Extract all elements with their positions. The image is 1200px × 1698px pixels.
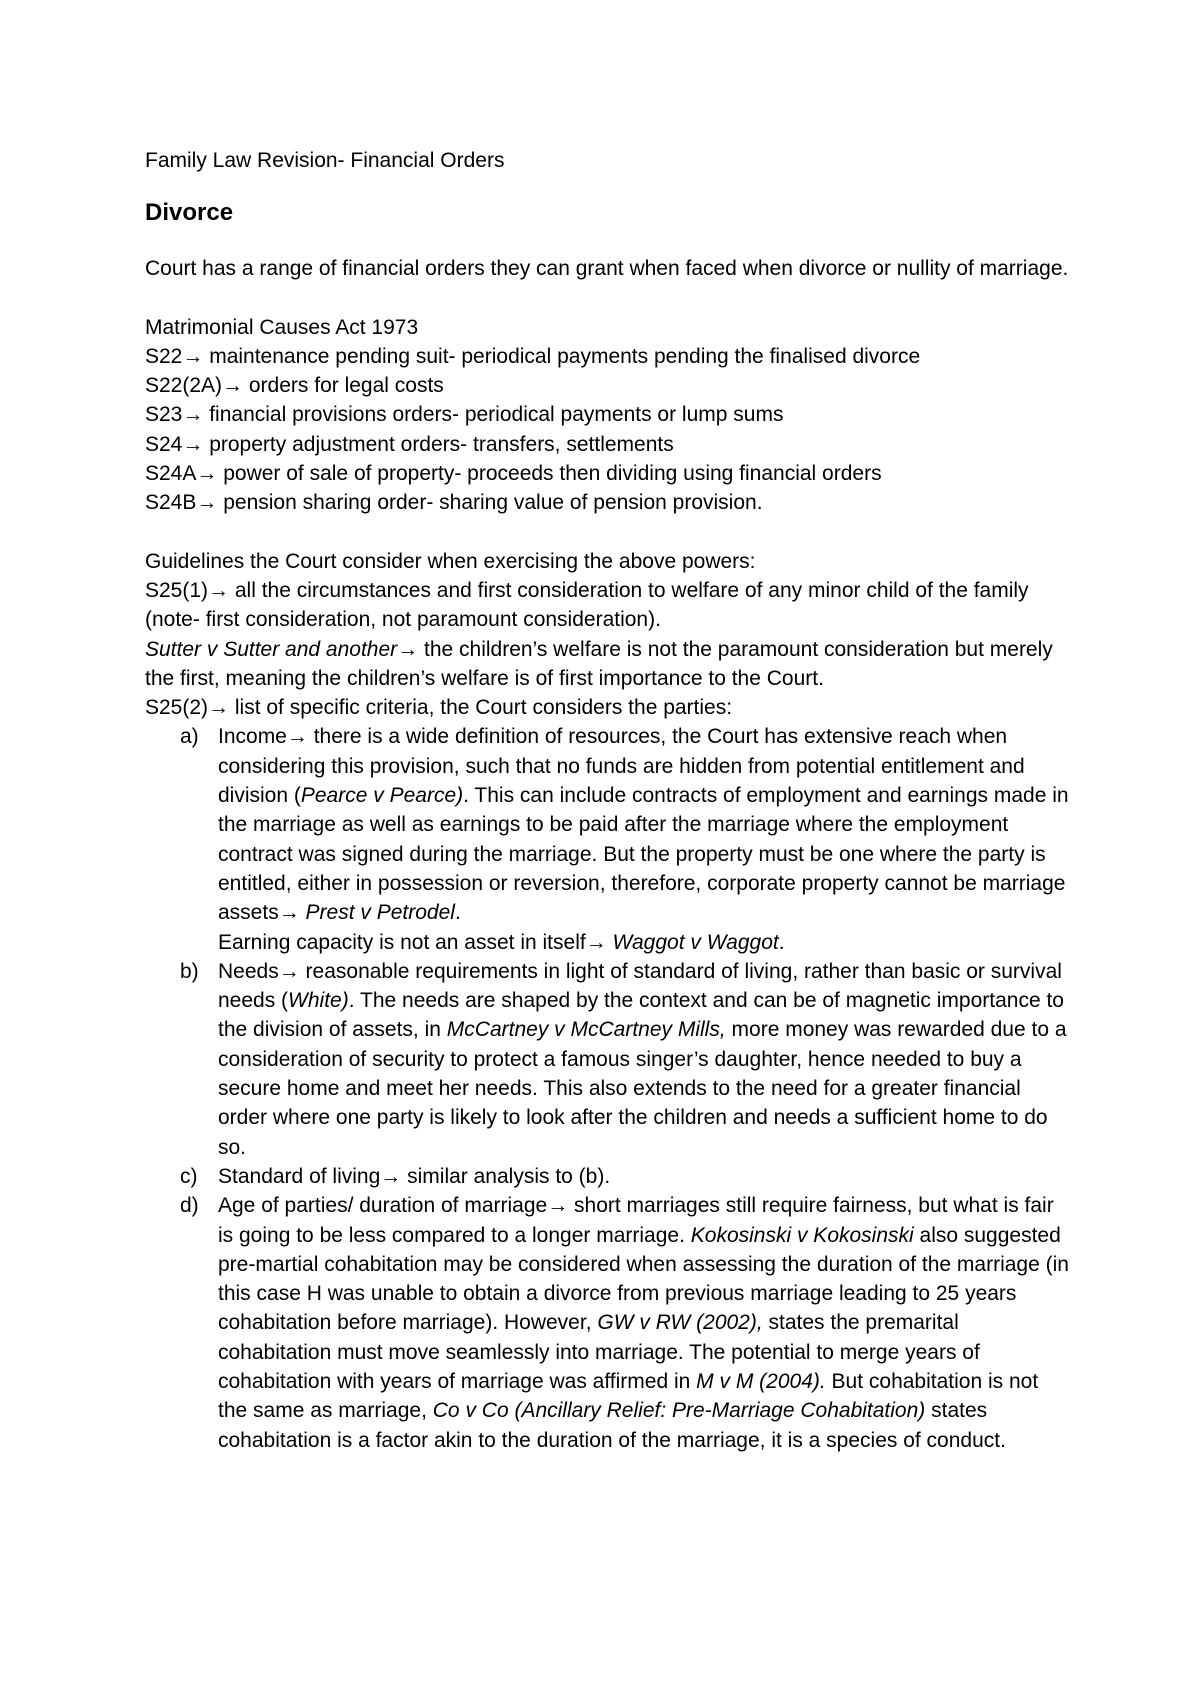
arrow-icon: → [196,462,218,486]
criterion-text: short marriages still require fairness, but what is fair is going to be less compared to a longer marriage. [218,1194,1054,1247]
criterion-label: Income [218,725,287,749]
list-item-body [218,1162,1070,1191]
section-label: S22 [145,344,183,368]
section-label: S25(2) [145,696,209,720]
section-text: financial provisions orders- periodical payments or lump sums [203,403,784,427]
list-item-body [218,957,1070,1162]
document-title: Family Law Revision- Financial Orders [145,149,505,172]
act-section-line [145,371,1070,400]
list-marker: d) [180,1194,199,1218]
s25-2-paragraph [145,693,1070,722]
case-citation: Waggot v Waggot [612,930,779,954]
arrow-icon: → [208,578,230,602]
act-section-line [145,400,1070,429]
case-citation: Prest v Petrodel [305,901,455,925]
case-citation: McCartney v McCartney Mills, [446,1018,726,1042]
case-citation: Kokosinski v Kokosinski [690,1223,914,1247]
list-item-body [218,722,1070,927]
list-item [145,1162,1070,1191]
case-citation: GW v RW (2002), [597,1311,763,1335]
criterion-label: Age of parties/ duration of marriage [218,1194,548,1218]
guidelines-section [145,547,1070,1455]
criterion-text: states the premarital cohabitation must move seamlessly into marriage. The potential to merge years of cohabitation with years of marriage was affirmed in [218,1311,980,1393]
arrow-icon: → [182,344,204,368]
criterion-text: reasonable requirements in light of standard of living, rather than basic or survival needs ( [218,959,1062,1013]
act-name: Matrimonial Causes Act 1973 [145,315,419,339]
act-section-line [145,459,1070,488]
arrow-icon: → [278,959,300,983]
case-citation: M v M (2004). [696,1369,826,1393]
criterion-text: . [454,901,461,925]
list-marker: a) [180,725,199,749]
section-label: S23 [145,403,183,427]
intro-paragraph: Court has a range of financial orders they can grant when faced when divorce or nullity of marriage. [145,257,1069,281]
act-section [145,313,1070,518]
section-text: all the circumstances and first consideration to welfare of any minor child of the family (note- first consideration, not paramount consideration). [145,578,1029,632]
list-item-body [218,1191,1070,1455]
arrow-icon: → [182,432,204,456]
arrow-icon: → [397,637,419,661]
criterion-text: Earning capacity is not an asset in itself [218,930,586,954]
criteria-list [145,722,1070,1454]
act-section-line [145,430,1070,459]
criterion-label: Standard of living [218,1164,381,1188]
section-text: pension sharing order- sharing value of pension provision. [217,491,763,515]
section-label: S24 [145,432,183,456]
section-label: S24B [145,491,197,515]
criterion-label: Needs [218,959,279,983]
list-item [145,1191,1070,1455]
case-citation: White) [288,989,349,1013]
criterion-text: . This can include contracts of employment and earnings made in the marriage as well as earnings to be paid after the marriage where the employment contract was signed during the marriage. But the property must be one where the party is entitled, either in possession or reversion, therefore, corporate property cannot be marriage assets [218,784,1069,925]
arrow-icon: → [182,403,204,427]
arrow-icon: → [208,696,230,720]
act-section-line [145,342,1070,371]
guidelines-intro: Guidelines the Court consider when exercising the above powers: [145,549,756,573]
criterion-text: similar analysis to (b). [401,1164,611,1188]
act-section-line [145,488,1070,517]
arrow-icon: → [585,930,607,954]
arrow-icon: → [196,491,218,515]
arrow-icon: → [222,374,244,398]
criterion-text: more money was rewarded due to a consideration of security to protect a famous singer’s daughter, hence needed to buy a secure home and meet her needs. This also extends to the need for a greater financial order where one party is likely to look after the children and needs a sufficient home to do so. [218,1018,1067,1159]
criterion-text: . [778,930,785,954]
criterion-text: But cohabitation is not the same as marriage, [218,1369,1039,1423]
criterion-text: states cohabitation is a factor akin to the duration of the marriage, it is a species of conduct. [218,1399,1006,1452]
list-marker: c) [180,1164,198,1188]
arrow-icon: → [380,1164,402,1188]
arrow-icon: → [547,1194,569,1218]
case-citation: Pearce v Pearce) [300,784,464,808]
section-text: orders for legal costs [243,374,444,398]
section-heading: Divorce [145,199,234,227]
criterion-text: there is a wide definition of resources, the Court has extensive reach when considering this provision, such that no funds are hidden from potential entitlement and division ( [218,725,1025,808]
section-text: list of specific criteria, the Court considers the parties: [229,696,733,720]
sutter-paragraph [145,635,1070,694]
section-label: S25(1) [145,578,209,602]
list-marker: b) [180,959,199,983]
list-item [145,957,1070,1162]
case-citation: Sutter v Sutter and another [145,637,398,661]
list-item [145,722,1070,956]
case-text: the children’s welfare is not the paramount consideration but merely the first, meaning the children’s welfare is of first importance to the Court. [145,637,1053,690]
arrow-icon: → [286,725,308,749]
list-item-body-extra [218,928,1070,957]
section-text: property adjustment orders- transfers, settlements [203,432,674,456]
criterion-text: . The needs are shaped by the context and can be of magnetic importance to the division of assets, in [218,989,1064,1042]
criterion-text: also suggested pre-martial cohabitation may be considered when assessing the duration of the marriage (in this case H was unable to obtain a divorce from previous marriage leading to 25 years cohabitation before marriage). However, [218,1223,1069,1335]
section-text: maintenance pending suit- periodical payments pending the finalised divorce [203,344,921,368]
s25-1-paragraph [145,576,1070,635]
section-label: S24A [145,462,197,486]
case-citation: Co v Co (Ancillary Relief: Pre-Marriage Cohabitation) [432,1399,926,1423]
section-label: S22(2A) [145,374,223,398]
arrow-icon: → [278,901,300,925]
section-text: power of sale of property- proceeds then dividing using financial orders [217,462,882,486]
